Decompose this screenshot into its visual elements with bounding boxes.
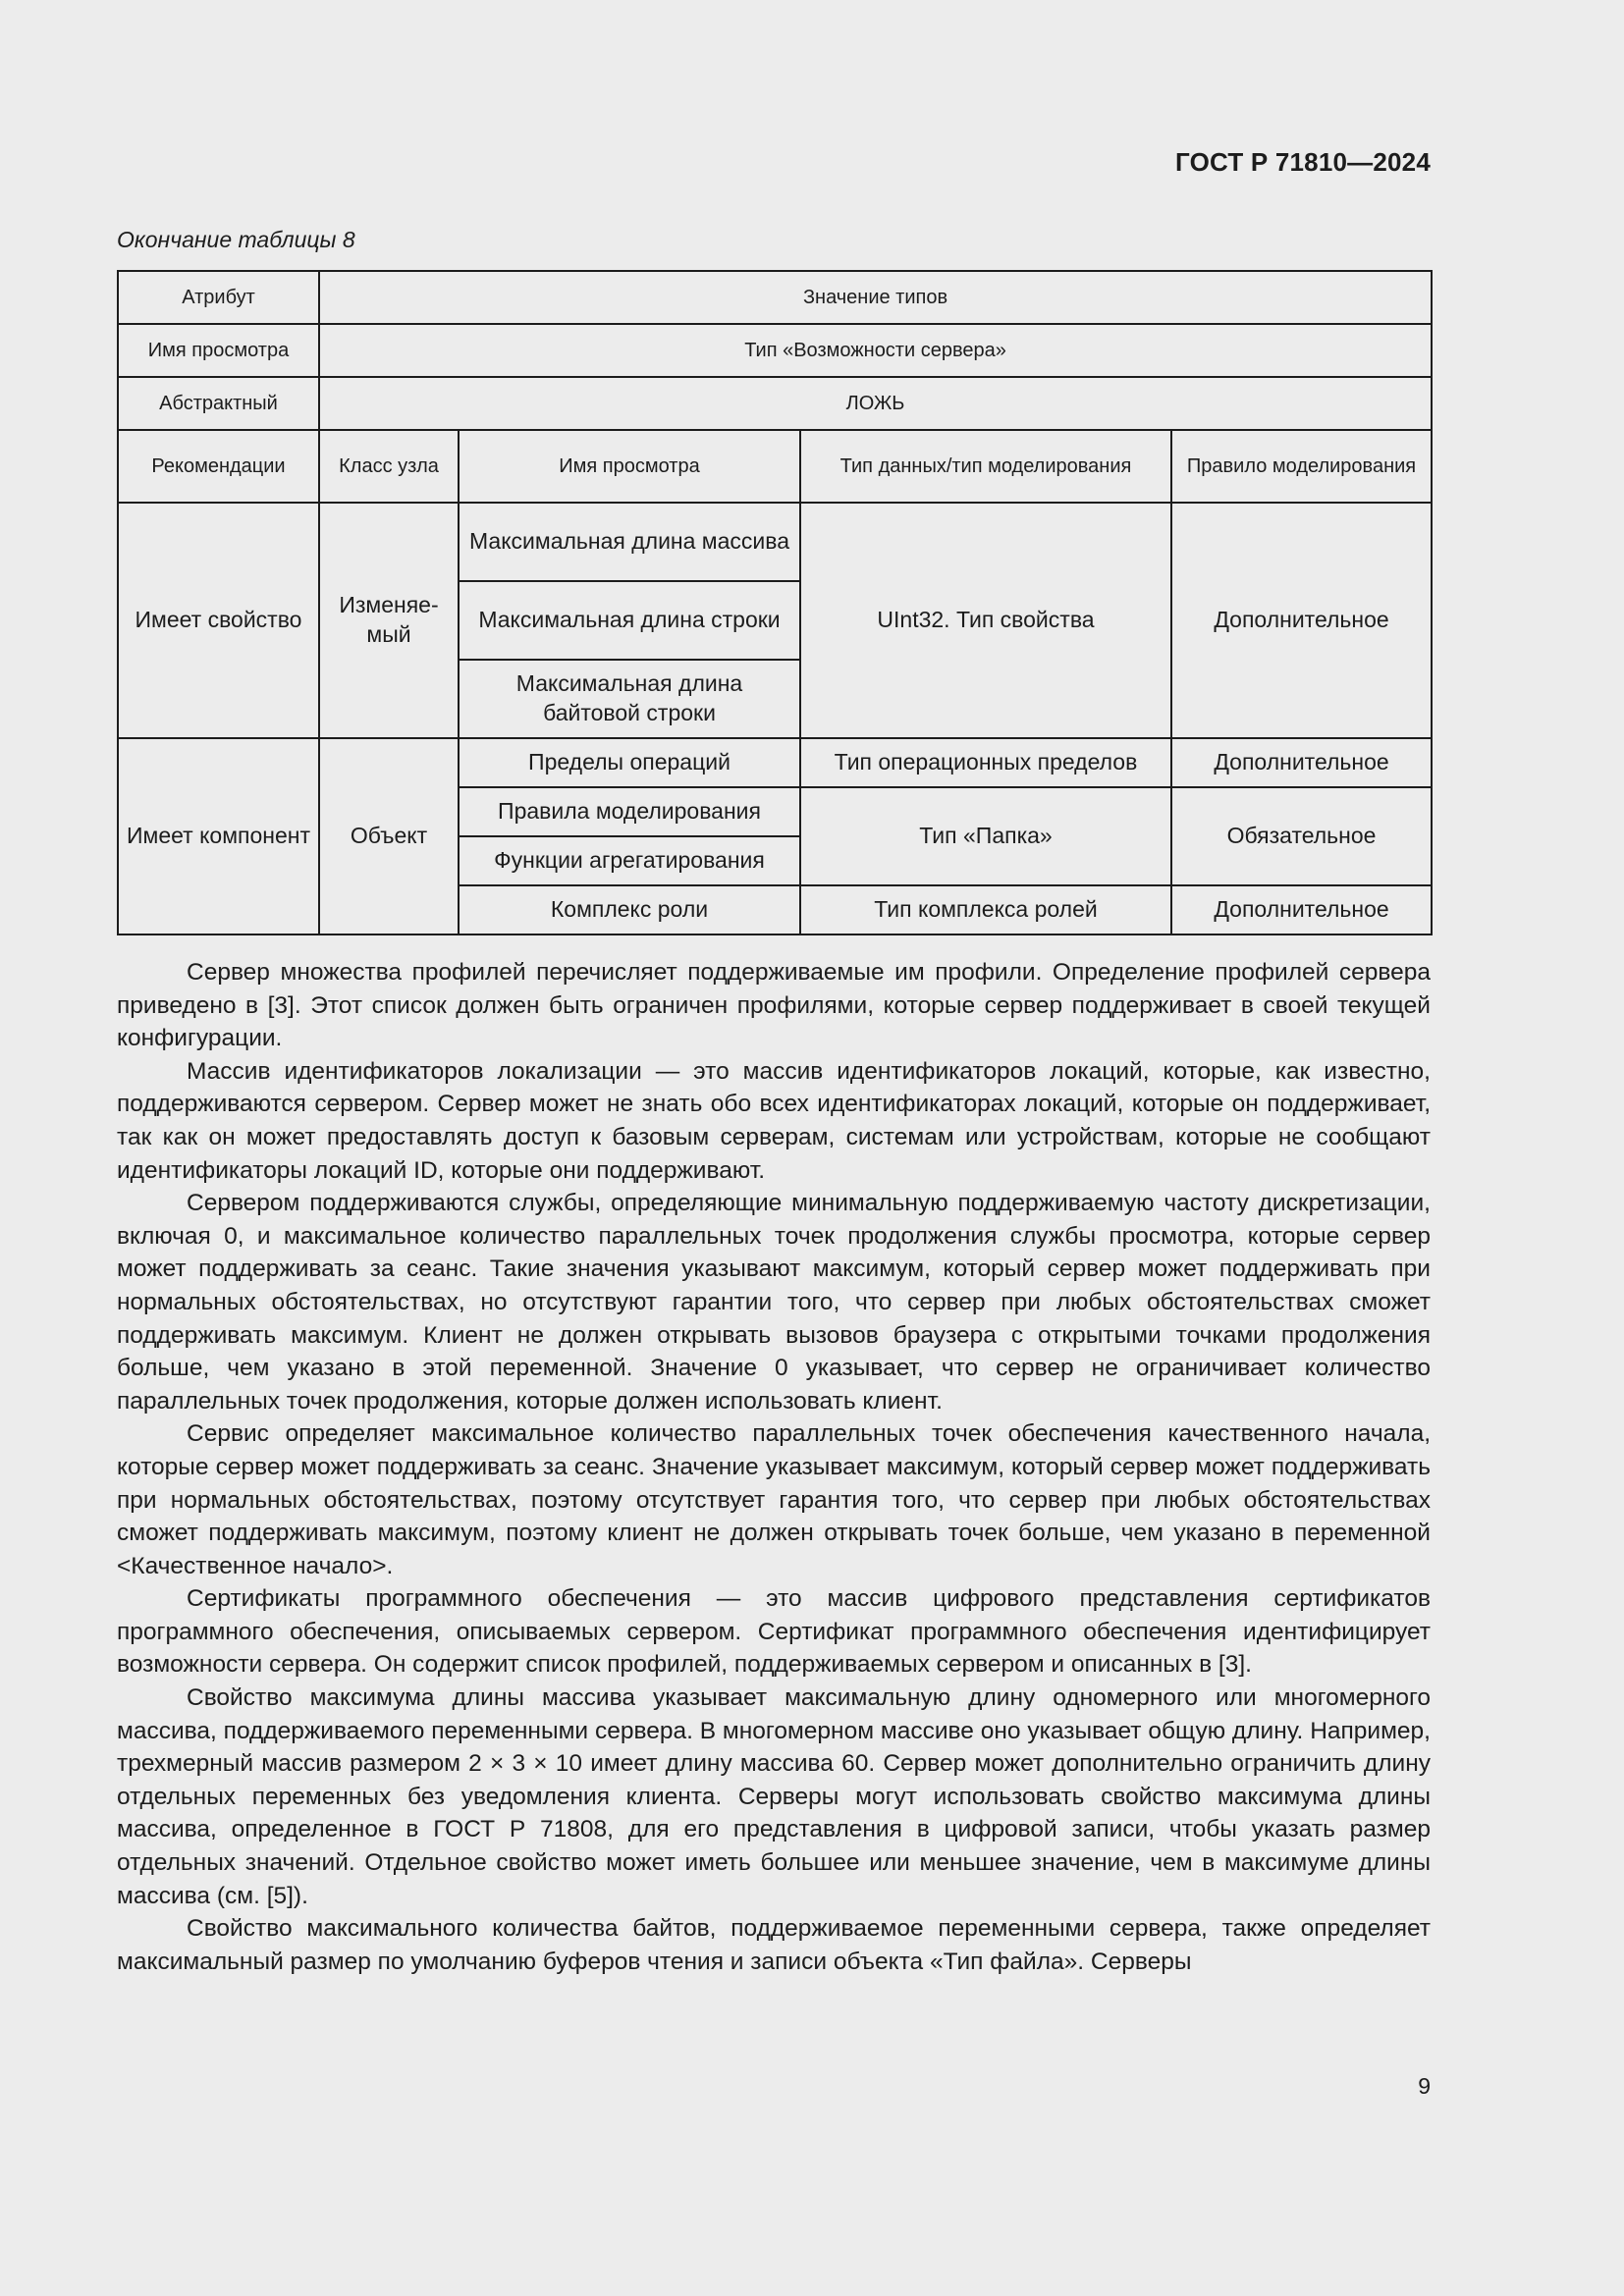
type-folder: Тип «Папка»: [800, 787, 1171, 885]
col-header-node-class: Класс узла: [319, 430, 459, 503]
attr-value-cell: Значение типов: [319, 271, 1432, 324]
table-row: [118, 738, 1432, 787]
browse-name-max-string-length: Максимальная длина строки: [459, 581, 800, 660]
paragraph: Сервер множества профилей перечисляет поддерживаемые им профили. Определение профилей сервера приведено в [3]. Этот список должен быть ограничен профилями, которые сервер поддерживает в своей текущей конфигурации.: [117, 959, 1431, 1052]
col-header-reference: Рекомендации: [118, 430, 319, 503]
browse-name-operation-limits: Пределы операций: [459, 738, 800, 787]
document-id-header: ГОСТ Р 71810—2024: [1175, 147, 1431, 177]
reference-has-property: Имеет свойство: [118, 503, 319, 738]
abstract-label-cell: Абстрактный: [118, 377, 319, 430]
attr-label-cell: Атрибут: [118, 271, 319, 324]
data-type-uint32: UInt32. Тип свойства: [800, 503, 1171, 738]
rule-optional: Дополнительное: [1171, 738, 1432, 787]
table-row: [118, 377, 1432, 430]
table-caption: Окончание таблицы 8: [117, 227, 355, 252]
browse-value-cell: Тип «Возможности сервера»: [319, 324, 1432, 377]
reference-has-component: Имеет компонент: [118, 738, 319, 934]
modelling-rule-optional: Дополнительное: [1171, 503, 1432, 738]
paragraph: Свойство максимума длины массива указывает максимальную длину одномерного или многомерного массива, поддерживаемого переменными сервера. В многомерном массиве оно указывает общую длину. Например, трехмерный массив размером 2 × 3 × 10 имеет длину массива 60. Сервер может дополнительно ограничить длину отдельных переменных без уведомления клиента. Серверы могут использовать свойство максимума длины массива, определенное в ГОСТ Р 71808, для его представления в цифровой записи, чтобы указать размер отдельных значений. Отдельное свойство может иметь большее или меньшее значение, чем в максимуме длины массива (см. [5]).: [117, 1684, 1431, 1909]
type-operation-limits: Тип операционных пределов: [800, 738, 1171, 787]
browse-name-max-array-length: Максимальная длина массива: [459, 503, 800, 581]
paragraph: Сервис определяет максимальное количество параллельных точек обеспечения качественного начала, которые сервер может поддерживать за сеанс. Значение указывает максимум, который сервер может поддерживать при нормальных обстоятельствах, поэтому отсутствует гарантия того, что сервер при любых обстоятельствах сможет поддерживать максимум, поэтому клиент не должен открывать точек больше, чем указано в переменной <Качественное начало>.: [117, 1420, 1431, 1579]
types-table: [117, 270, 1433, 935]
table-row: [118, 271, 1432, 324]
node-class-variable: Изменяе-мый: [319, 503, 459, 738]
abstract-value-cell: ЛОЖЬ: [319, 377, 1432, 430]
browse-name-role-set: Комплекс роли: [459, 885, 800, 934]
table-row: [118, 503, 1432, 581]
paragraph: Свойство максимального количества байтов, поддерживаемое переменными сервера, также определяет максимальный размер по умолчанию буферов чтения и записи объекта «Тип файла». Серверы: [117, 1915, 1431, 1975]
paragraph: Сервером поддерживаются службы, определяющие минимальную поддерживаемую частоту дискретизации, включая 0, и максимальное количество параллельных точек продолжения службы просмотра, которые сервер может поддерживать за сеанс. Такие значения указывают максимум, который сервер может поддерживать при нормальных обстоятельствах, но отсутствуют гарантии того, что сервер при любых обстоятельствах сможет поддерживать максимум. Клиент не должен открывать вызовов браузера с открытыми точками продолжения больше, чем указано в этой переменной. Значение 0 указывает, что сервер не ограничивает количество параллельных точек продолжения, которые должен использовать клиент.: [117, 1190, 1431, 1415]
col-header-browse-name: Имя просмотра: [459, 430, 800, 503]
paragraph: Массив идентификаторов локализации — это массив идентификаторов локаций, которые, как известно, поддерживаются сервером. Сервер может не знать обо всех идентификаторах локаций, которые он поддерживает, так как он может предоставлять доступ к базовым серверам, системам или устройствам, которые не сообщают идентификаторы локаций ID, которые они поддерживают.: [117, 1057, 1431, 1184]
col-header-data-type: Тип данных/тип моделирования: [800, 430, 1171, 503]
paragraph: Сертификаты программного обеспечения — это массив цифрового представления сертификатов программного обеспечения, описываемых сервером. Сертификат программного обеспечения идентифицирует возможности сервера. Он содержит список профилей, поддерживаемых сервером и описанных в [3].: [117, 1585, 1431, 1679]
rule-mandatory: Обязательное: [1171, 787, 1432, 885]
col-header-modelling-rule: Правило моделирования: [1171, 430, 1432, 503]
browse-label-cell: Имя просмотра: [118, 324, 319, 377]
browse-name-aggregate-functions: Функции агрегатирования: [459, 836, 800, 885]
node-class-object: Объект: [319, 738, 459, 934]
type-role-set: Тип комплекса ролей: [800, 885, 1171, 934]
browse-name-modelling-rules: Правила моделирования: [459, 787, 800, 836]
rule-optional-2: Дополнительное: [1171, 885, 1432, 934]
table-row: [118, 324, 1432, 377]
body-text: [117, 956, 1431, 1978]
column-header-row: [118, 430, 1432, 503]
page-number: 9: [1418, 2073, 1431, 2099]
browse-name-max-bytestring-length: Максимальная длина байтовой строки: [459, 660, 800, 738]
